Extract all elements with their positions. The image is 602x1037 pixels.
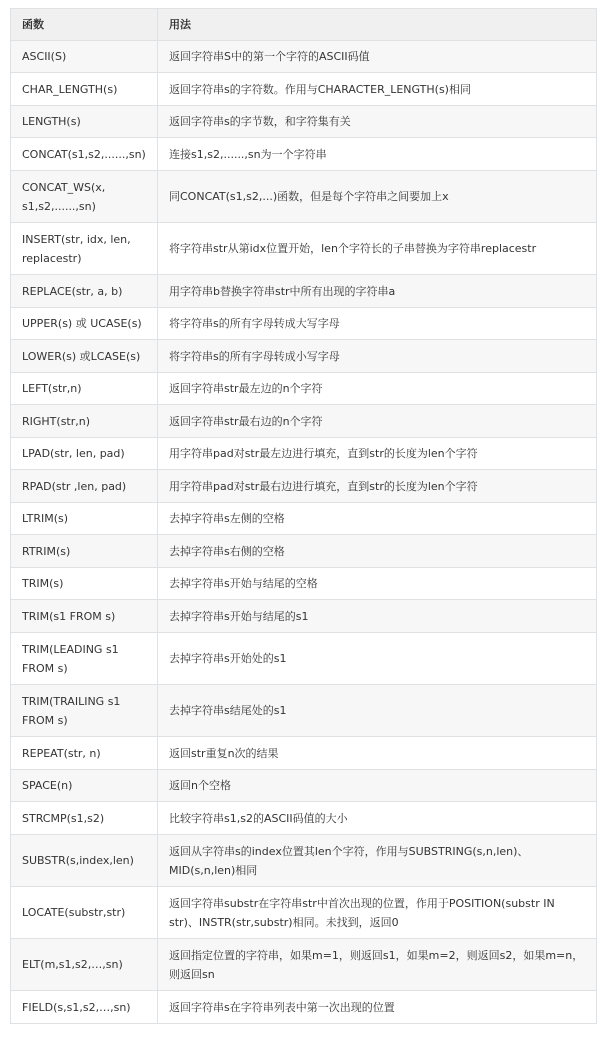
table-row (11, 405, 597, 438)
usage-cell: 返回字符串str最左边的n个字符 (158, 373, 597, 405)
function-cell: TRIM(TRAILING s1 FROM s) (11, 685, 158, 737)
table-row (11, 503, 597, 535)
table-row (11, 373, 597, 405)
table-row (11, 802, 597, 835)
function-cell: SUBSTR(s,index,len) (11, 835, 158, 887)
table-row (11, 770, 597, 802)
usage-cell: 去掉字符串s右侧的空格 (158, 535, 597, 568)
table-row (11, 171, 597, 223)
function-cell: TRIM(s1 FROM s) (11, 600, 158, 633)
function-cell: ELT(m,s1,s2,…,sn) (11, 939, 158, 991)
table-row (11, 685, 597, 737)
function-cell: TRIM(LEADING s1 FROM s) (11, 633, 158, 685)
table-row (11, 223, 597, 275)
function-cell: TRIM(s) (11, 568, 158, 600)
function-cell: ASCII(S) (11, 41, 158, 73)
usage-cell: 返回指定位置的字符串，如果m=1，则返回s1，如果m=2，则返回s2，如果m=n，则返回sn (158, 939, 597, 991)
usage-cell: 去掉字符串s开始处的s1 (158, 633, 597, 685)
function-cell: RPAD(str ,len, pad) (11, 470, 158, 503)
function-cell: FIELD(s,s1,s2,…,sn) (11, 991, 158, 1024)
function-cell: LOCATE(substr,str) (11, 887, 158, 939)
usage-cell: 连接s1,s2,......,sn为一个字符串 (158, 138, 597, 171)
usage-cell: 将字符串s的所有字母转成小写字母 (158, 340, 597, 373)
table-row (11, 737, 597, 770)
usage-cell: 同CONCAT(s1,s2,...)函数，但是每个字符串之间要加上x (158, 171, 597, 223)
usage-cell: 返回字符串s在字符串列表中第一次出现的位置 (158, 991, 597, 1024)
table-row (11, 470, 597, 503)
usage-cell: 去掉字符串s开始与结尾的s1 (158, 600, 597, 633)
usage-cell: 去掉字符串s左侧的空格 (158, 503, 597, 535)
usage-cell: 返回n个空格 (158, 770, 597, 802)
function-cell: LEFT(str,n) (11, 373, 158, 405)
header-usage: 用法 (158, 9, 597, 41)
table-row (11, 275, 597, 308)
usage-cell: 返回字符串S中的第一个字符的ASCII码值 (158, 41, 597, 73)
usage-cell: 将字符串s的所有字母转成大写字母 (158, 308, 597, 340)
string-functions-table-container (10, 8, 596, 1024)
function-cell: SPACE(n) (11, 770, 158, 802)
table-body (11, 41, 597, 1024)
usage-cell: 返回字符串str最右边的n个字符 (158, 405, 597, 438)
table-row (11, 600, 597, 633)
function-cell: CONCAT_WS(x, s1,s2,......,sn) (11, 171, 158, 223)
table-row (11, 535, 597, 568)
function-cell: RIGHT(str,n) (11, 405, 158, 438)
function-cell: INSERT(str, idx, len, replacestr) (11, 223, 158, 275)
header-function: 函数 (11, 9, 158, 41)
table-row (11, 438, 597, 470)
function-cell: CONCAT(s1,s2,......,sn) (11, 138, 158, 171)
usage-cell: 返回字符串s的字符数。作用与CHARACTER_LENGTH(s)相同 (158, 73, 597, 106)
function-cell: LENGTH(s) (11, 106, 158, 138)
usage-cell: 返回str重复n次的结果 (158, 737, 597, 770)
function-cell: STRCMP(s1,s2) (11, 802, 158, 835)
table-row (11, 568, 597, 600)
function-cell: REPLACE(str, a, b) (11, 275, 158, 308)
usage-cell: 用字符串pad对str最右边进行填充，直到str的长度为len个字符 (158, 470, 597, 503)
table-row (11, 73, 597, 106)
usage-cell: 用字符串pad对str最左边进行填充，直到str的长度为len个字符 (158, 438, 597, 470)
table-row (11, 138, 597, 171)
function-cell: RTRIM(s) (11, 535, 158, 568)
table-header (11, 9, 597, 41)
function-cell: CHAR_LENGTH(s) (11, 73, 158, 106)
table-row (11, 41, 597, 73)
table-row (11, 308, 597, 340)
usage-cell: 返回从字符串s的index位置其len个字符，作用与SUBSTRING(s,n,len)、MID(s,n,len)相同 (158, 835, 597, 887)
table-row (11, 106, 597, 138)
function-cell: LTRIM(s) (11, 503, 158, 535)
header-row (11, 9, 597, 41)
usage-cell: 去掉字符串s开始与结尾的空格 (158, 568, 597, 600)
function-cell: UPPER(s) 或 UCASE(s) (11, 308, 158, 340)
table-row (11, 340, 597, 373)
usage-cell: 比较字符串s1,s2的ASCII码值的大小 (158, 802, 597, 835)
string-functions-table (10, 8, 597, 1024)
table-row (11, 633, 597, 685)
function-cell: REPEAT(str, n) (11, 737, 158, 770)
usage-cell: 用字符串b替换字符串str中所有出现的字符串a (158, 275, 597, 308)
table-row (11, 939, 597, 991)
usage-cell: 返回字符串substr在字符串str中首次出现的位置，作用于POSITION(substr IN str)、INSTR(str,substr)相同。未找到，返回0 (158, 887, 597, 939)
usage-cell: 将字符串str从第idx位置开始，len个字符长的子串替换为字符串replacestr (158, 223, 597, 275)
table-row (11, 835, 597, 887)
function-cell: LOWER(s) 或LCASE(s) (11, 340, 158, 373)
function-cell: LPAD(str, len, pad) (11, 438, 158, 470)
table-row (11, 991, 597, 1024)
table-row (11, 887, 597, 939)
usage-cell: 去掉字符串s结尾处的s1 (158, 685, 597, 737)
usage-cell: 返回字符串s的字节数，和字符集有关 (158, 106, 597, 138)
